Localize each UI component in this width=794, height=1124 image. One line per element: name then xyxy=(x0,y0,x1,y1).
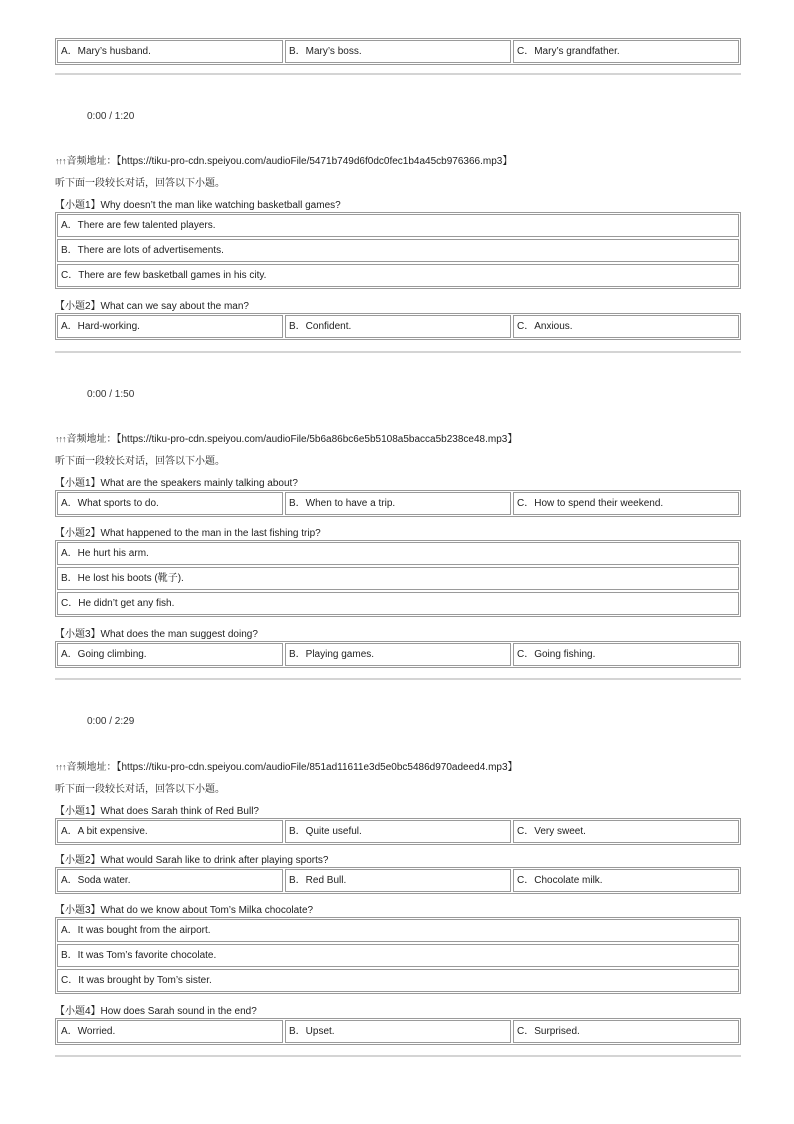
audio-address xyxy=(55,430,517,445)
instruction: 听下面一段较长对话，回答以下小题。 xyxy=(55,178,225,189)
question-text: 【小题1】What does Sarah think of Red Bull? xyxy=(55,806,259,817)
option-b[interactable]: B．He lost his boots (靴子). xyxy=(57,567,739,590)
options-row xyxy=(57,239,739,262)
options-row xyxy=(57,492,739,515)
audio-label: 音频地址： xyxy=(66,156,117,167)
question-text: 【小题1】Why doesn’t the man like watching basketball games? xyxy=(55,200,341,211)
option-b[interactable]: B．It was Tom’s favorite chocolate. xyxy=(57,944,739,967)
option-c[interactable]: C．How to spend their weekend. xyxy=(513,492,739,515)
audio-marker-icon: ↑↑↑ xyxy=(55,434,66,444)
section-divider xyxy=(55,73,741,75)
audio-address xyxy=(55,758,518,773)
option-b[interactable]: B．Upset. xyxy=(285,1020,511,1043)
options-row xyxy=(57,567,739,590)
options-table xyxy=(55,212,741,289)
options-row xyxy=(57,944,739,967)
options-table xyxy=(55,641,741,668)
option-c[interactable]: C．Anxious. xyxy=(513,315,739,338)
option-c[interactable]: C．Surprised. xyxy=(513,1020,739,1043)
options-table xyxy=(55,540,741,617)
options-row xyxy=(57,40,739,63)
question-text: 【小题2】What happened to the man in the last fishing trip? xyxy=(55,528,321,539)
option-c[interactable]: C．It was brought by Tom’s sister. xyxy=(57,969,739,992)
option-b[interactable]: B．There are lots of advertisements. xyxy=(57,239,739,262)
options-row xyxy=(57,264,739,287)
option-c[interactable]: C．He didn’t get any fish. xyxy=(57,592,739,615)
option-a[interactable]: A．Worried. xyxy=(57,1020,283,1043)
option-a[interactable]: A．He hurt his arm. xyxy=(57,542,739,565)
audio-url-link[interactable]: 【https://tiku-pro-cdn.speiyou.com/audioFile/5b6a86bc6e5b5108a5bacca5b238ce48.mp3】 xyxy=(116,434,518,445)
question-text: 【小题2】What can we say about the man? xyxy=(55,301,249,312)
question-text: 【小题1】What are the speakers mainly talking about? xyxy=(55,478,298,489)
question-text: 【小题3】What does the man suggest doing? xyxy=(55,629,258,640)
option-b[interactable]: B．Quite useful. xyxy=(285,820,511,843)
options-row xyxy=(57,214,739,237)
question-text: 【小题2】What would Sarah like to drink after playing sports? xyxy=(55,855,329,866)
audio-player-time[interactable]: 0:00 / 2:29 xyxy=(87,716,135,727)
option-a[interactable]: A．Mary’s husband. xyxy=(57,40,283,63)
option-c[interactable]: C．Mary’s grandfather. xyxy=(513,40,739,63)
question-text: 【小题4】How does Sarah sound in the end? xyxy=(55,1006,257,1017)
audio-marker-icon: ↑↑↑ xyxy=(55,762,66,772)
option-b[interactable]: B．When to have a trip. xyxy=(285,492,511,515)
option-b[interactable]: B．Mary’s boss. xyxy=(285,40,511,63)
options-table xyxy=(55,490,741,517)
option-a[interactable]: A．It was bought from the airport. xyxy=(57,919,739,942)
options-table xyxy=(55,1018,741,1045)
audio-player-time[interactable]: 0:00 / 1:50 xyxy=(87,389,135,400)
audio-url-link[interactable]: 【https://tiku-pro-cdn.speiyou.com/audioFile/851ad11611e3d5e0bc5486d970adeed4.mp3】 xyxy=(116,762,518,773)
instruction: 听下面一段较长对话，回答以下小题。 xyxy=(55,456,225,467)
audio-marker-icon: ↑↑↑ xyxy=(55,156,66,166)
option-c[interactable]: C．Going fishing. xyxy=(513,643,739,666)
options-table xyxy=(55,313,741,340)
section-divider xyxy=(55,351,741,353)
audio-url-link[interactable]: 【https://tiku-pro-cdn.speiyou.com/audioFile/5471b749d6f0dc0fec1b4a45cb976366.mp3】 xyxy=(116,156,513,167)
options-row xyxy=(57,643,739,666)
options-table xyxy=(55,917,741,994)
option-b[interactable]: B．Confident. xyxy=(285,315,511,338)
options-row xyxy=(57,820,739,843)
option-a[interactable]: A．Going climbing. xyxy=(57,643,283,666)
options-row xyxy=(57,1020,739,1043)
option-a[interactable]: A．There are few talented players. xyxy=(57,214,739,237)
option-a[interactable]: A．Soda water. xyxy=(57,869,283,892)
options-row xyxy=(57,869,739,892)
section-divider xyxy=(55,678,741,680)
option-c[interactable]: C．Very sweet. xyxy=(513,820,739,843)
option-c[interactable]: C．Chocolate milk. xyxy=(513,869,739,892)
options-row xyxy=(57,919,739,942)
options-table xyxy=(55,818,741,845)
options-row xyxy=(57,969,739,992)
options-row xyxy=(57,542,739,565)
option-c[interactable]: C．There are few basketball games in his city. xyxy=(57,264,739,287)
audio-label: 音频地址： xyxy=(66,434,117,445)
audio-address xyxy=(55,152,512,167)
option-a[interactable]: A．A bit expensive. xyxy=(57,820,283,843)
audio-label: 音频地址： xyxy=(66,762,117,773)
audio-player-time[interactable]: 0:00 / 1:20 xyxy=(87,111,135,122)
option-b[interactable]: B．Red Bull. xyxy=(285,869,511,892)
option-b[interactable]: B．Playing games. xyxy=(285,643,511,666)
option-a[interactable]: A．What sports to do. xyxy=(57,492,283,515)
question-text: 【小题3】What do we know about Tom’s Milka chocolate? xyxy=(55,905,314,916)
section-divider xyxy=(55,1055,741,1057)
options-table xyxy=(55,867,741,894)
options-table xyxy=(55,38,741,65)
options-row xyxy=(57,592,739,615)
option-a[interactable]: A．Hard-working. xyxy=(57,315,283,338)
options-row xyxy=(57,315,739,338)
instruction: 听下面一段较长对话，回答以下小题。 xyxy=(55,784,225,795)
